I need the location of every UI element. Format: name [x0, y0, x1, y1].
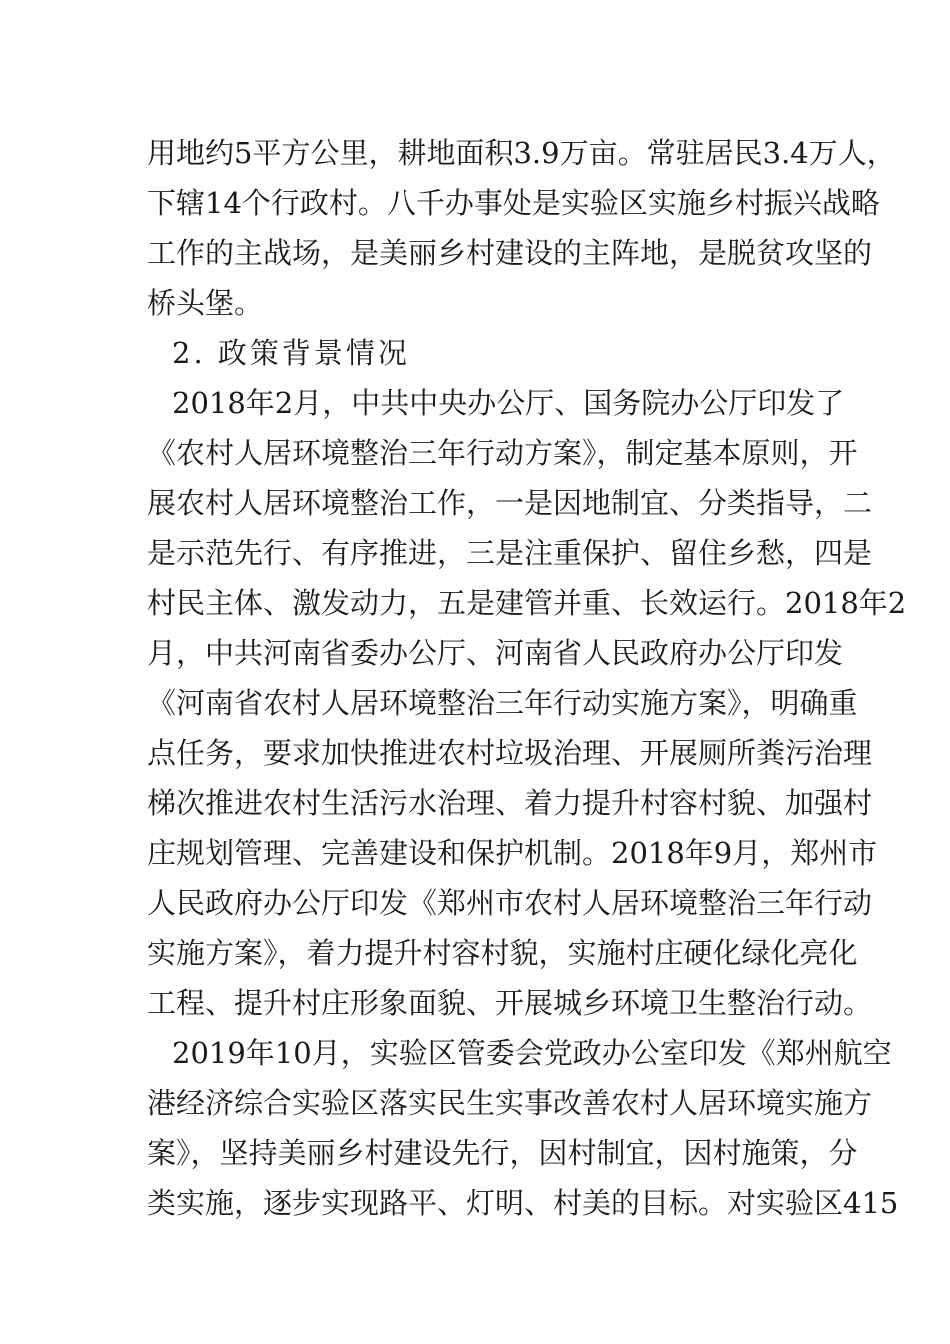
text-line: 展农村人居环境整治工作，一是因地制宜、分类指导，二: [147, 486, 873, 520]
text-line: 梯次推进农村生活污水治理、着力提升村容村貌、加强村: [147, 786, 873, 820]
text-line: 工作的主战场，是美丽乡村建设的主阵地，是脱贫攻坚的: [147, 236, 873, 270]
text-line: 桥头堡。: [147, 286, 264, 320]
text-line: 点任务，要求加快推进农村垃圾治理、开展厕所粪污治理: [147, 736, 873, 770]
text-line: 2018年2月，中共中央办公厅、国务院办公厅印发了: [172, 386, 845, 420]
section-heading: 2. 政策背景情况: [172, 336, 410, 370]
text-line: 案》，坚持美丽乡村建设先行，因村制宜，因村施策，分: [147, 1136, 858, 1170]
text-line: 人民政府办公厅印发《郑州市农村人居环境整治三年行动: [147, 886, 873, 920]
text-line: 下辖14个行政村。八千办事处是实验区实施乡村振兴战略: [147, 186, 880, 220]
text-line: 用地约5平方公里，耕地面积3.9万亩。常驻居民3.4万人，: [147, 136, 896, 170]
text-line: 《河南省农村人居环境整治三年行动实施方案》，明确重: [147, 686, 858, 720]
text-line: 工程、提升村庄形象面貌、开展城乡环境卫生整治行动。: [147, 986, 873, 1020]
text-line: 实施方案》，着力提升村容村貌，实施村庄硬化绿化亮化: [147, 936, 858, 970]
text-line: 村民主体、激发动力，五是建管并重、长效运行。2018年2: [147, 586, 907, 620]
text-line: 2019年10月，实验区管委会党政办公室印发《郑州航空: [172, 1036, 892, 1070]
text-line: 类实施，逐步实现路平、灯明、村美的目标。对实验区415: [147, 1186, 899, 1220]
text-line: 是示范先行、有序推进，三是注重保护、留住乡愁，四是: [147, 536, 873, 570]
text-line: 庄规划管理、完善建设和保护机制。2018年9月，郑州市: [147, 836, 878, 870]
text-line: 《农村人居环境整治三年行动方案》，制定基本原则，开: [147, 436, 858, 470]
text-line: 港经济综合实验区落实民生实事改善农村人居环境实施方: [147, 1086, 873, 1120]
text-line: 月，中共河南省委办公厅、河南省人民政府办公厅印发: [147, 636, 844, 670]
